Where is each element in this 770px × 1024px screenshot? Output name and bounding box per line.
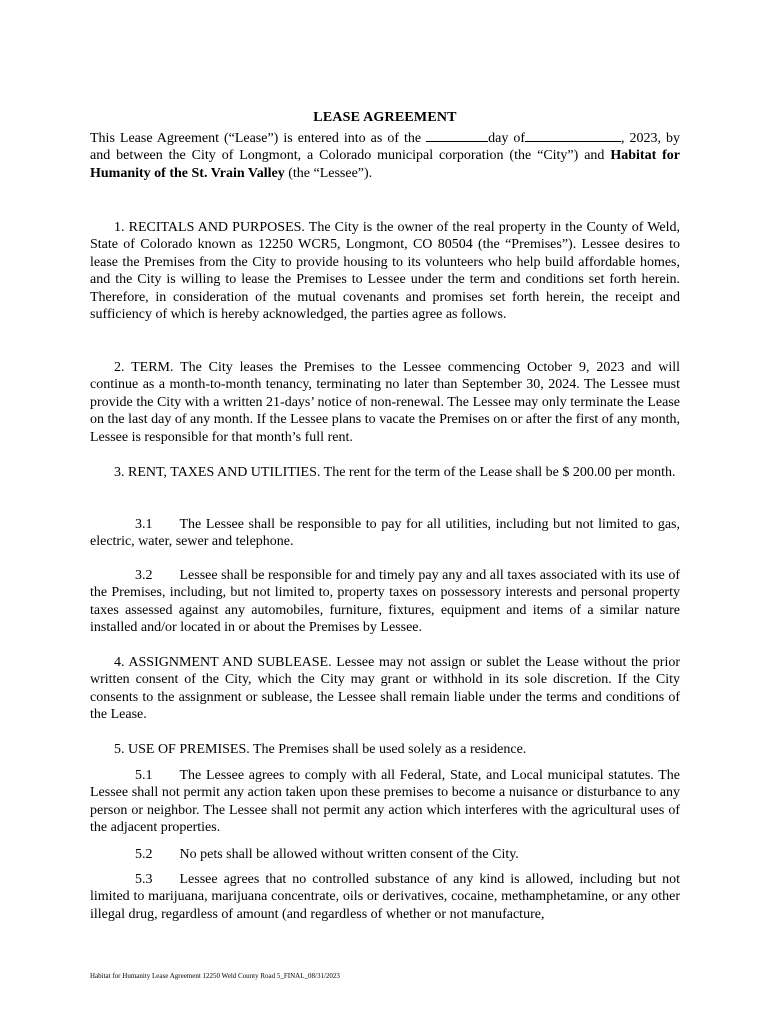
page-footer: Habitat for Humanity Lease Agreement 12250 Weld County Road 5_FINAL_08/31/2023	[90, 972, 340, 980]
intro-text-3: , 2023, by and between the City of Longmont, a Colorado municipal corporation (the “City”) and	[90, 131, 681, 164]
section-5-3-number: 5.3	[135, 872, 153, 887]
section-5-use: 5. USE OF PREMISES. The Premises shall be used solely as a residence.	[114, 742, 527, 757]
section-3-rent: 3. RENT, TAXES AND UTILITIES. The rent for the term of the Lease shall be $ 200.00 per month.	[114, 465, 676, 480]
section-3-2-number: 3.2	[135, 568, 153, 583]
section-5-1-number: 5.1	[135, 768, 153, 783]
date-day-blank	[426, 128, 488, 142]
section-3-2-taxes	[90, 567, 680, 637]
section-3-1-text: The Lessee shall be responsible to pay for all utilities, including but not limited to gas, electric, water, sewer and telephone.	[90, 517, 680, 550]
section-5-2-number: 5.2	[135, 847, 153, 862]
section-5-1-compliance	[90, 767, 680, 837]
intro-text-4: (the “Lessee”).	[284, 165, 373, 181]
section-3-1-utilities	[90, 516, 680, 551]
section-1-recitals: 1. RECITALS AND PURPOSES. The City is the owner of the real property in the County of Weld, State of Colorado known as 12250 WCR5, Longmont, CO 80504 (the “Premises”). Lessee desires to lease the Premises from the City to provide housing to its volunteers who help build affordable homes, and the City is willing to lease the Premises to Lessee under the term and conditions set forth herein. Therefore, in consideration of the mutual covenants and promises set forth herein, the receipt and sufficiency of which is hereby acknowledged, the parties agree as follows.	[90, 220, 680, 323]
section-4-assignment: 4. ASSIGNMENT AND SUBLEASE. Lessee may not assign or sublet the Lease without the prior written consent of the City, which the City may grant or withhold in its sole discretion. If the City consents to the assignment or sublease, the Lessee shall remain liable under the terms and conditions of the Lease.	[90, 655, 680, 723]
section-3-2-text: Lessee shall be responsible for and timely pay any and all taxes associated with its use of the Premises, including, but not limited to, property taxes on possessory interests and personal property taxes assessed against any automobiles, furniture, fixtures, equipment and items of a similar nature installed and/or located in or about the Premises by Lessee.	[90, 568, 680, 636]
intro-paragraph	[90, 128, 680, 182]
section-5-2-pets	[90, 846, 680, 863]
section-5-3-substances	[90, 871, 680, 923]
section-5-3-text: Lessee agrees that no controlled substance of any kind is allowed, including but not limited to marijuana, marijuana concentrate, oils or derivatives, cocaine, methamphetamine, or any other illegal drug, regardless of amount (and regardless of whether or not manufacture,	[90, 872, 680, 922]
intro-text-1: This Lease Agreement (“Lease”) is entered into as of the	[90, 131, 427, 146]
intro-text-2: day of	[488, 131, 525, 146]
section-5-2-text: No pets shall be allowed without written consent of the City.	[179, 847, 519, 862]
lessee-name: Habitat for Humanity of the St. Vrain Valley	[90, 148, 681, 181]
section-5-1-text: The Lessee agrees to comply with all Federal, State, and Local municipal statutes. The Lessee shall not permit any action taken upon these premises to become a nuisance or disturbance to any person or neighbor. The Lessee shall not permit any action which interferes with the agricultural uses of the adjacent properties.	[90, 768, 680, 836]
document-title: LEASE AGREEMENT	[313, 110, 457, 125]
date-month-blank	[525, 128, 621, 142]
section-3-1-number: 3.1	[135, 517, 153, 532]
section-2-term: 2. TERM. The City leases the Premises to the Lessee commencing October 9, 2023 and will continue as a month-to-month tenancy, terminating no later than September 30, 2024. The Lessee must provide the City with a written 21-days’ notice of non-renewal. The Lessee may only terminate the Lease on the last day of any month. If the Lessee plans to vacate the Premises on or after the first of any month, Lessee is responsible for that month’s full rent.	[90, 360, 680, 445]
